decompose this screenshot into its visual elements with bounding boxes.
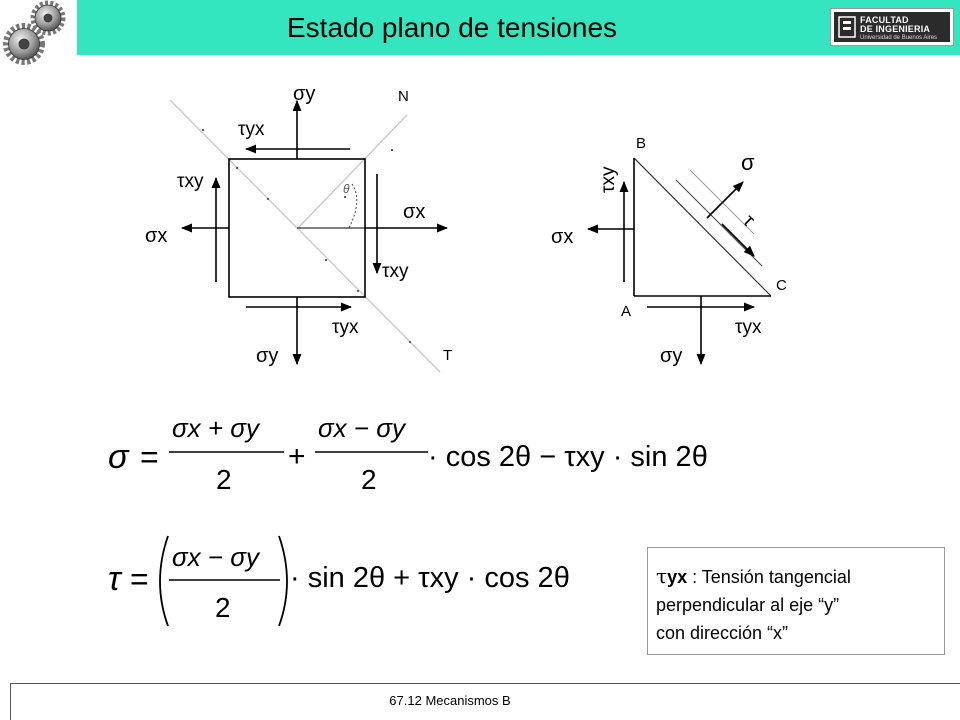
note-line-3: con dirección “x” bbox=[656, 623, 789, 643]
note-subscript: yx bbox=[667, 567, 688, 587]
footer-course-label: 67.12 Mecanismos B bbox=[389, 693, 511, 708]
eq1-equals: = bbox=[140, 439, 159, 475]
definition-note bbox=[647, 547, 945, 655]
note-tau-symbol: τ bbox=[656, 564, 668, 588]
tau-xy-right-label: τxy bbox=[382, 261, 409, 282]
stress-element-diagram bbox=[145, 83, 452, 372]
theta-label: θ bbox=[343, 182, 350, 196]
note-line-1-text: : Tensión tangencial bbox=[687, 567, 851, 587]
equation-normal-stress bbox=[108, 413, 708, 495]
sigma-x-right-label: σx bbox=[403, 201, 426, 223]
sigma-y-label: σy bbox=[660, 345, 683, 367]
tau-yx-top-label: τyx bbox=[238, 119, 265, 140]
eq1-denominator-1: 2 bbox=[216, 464, 232, 495]
tau-xy-label: τxy bbox=[598, 166, 619, 193]
note-line-2: perpendicular al eje “y” bbox=[656, 595, 840, 615]
footer-divider bbox=[10, 683, 960, 684]
triangle-element-diagram bbox=[551, 135, 787, 367]
page-title: Estado plano de tensiones bbox=[286, 12, 618, 43]
tau-xy-left-label: τxy bbox=[177, 171, 204, 192]
logo-line-3: Universidad de Buenos Aires bbox=[860, 35, 938, 41]
point-c-label: C bbox=[776, 277, 787, 294]
n-axis-label: N bbox=[398, 88, 409, 105]
tau-yx-label: τyx bbox=[735, 317, 762, 338]
note-line-1 bbox=[656, 562, 944, 591]
sigma-x-label: σx bbox=[551, 226, 574, 248]
tau-yx-bottom-label: τyx bbox=[332, 317, 359, 338]
eq1-denominator-2: 2 bbox=[361, 464, 377, 495]
t-axis-label: T bbox=[443, 347, 453, 364]
eq2-equals: = bbox=[130, 561, 149, 597]
eq1-tail: · cos 2θ − τxy · sin 2θ bbox=[428, 441, 708, 473]
eq1-numerator-2: σx − σy bbox=[318, 413, 405, 443]
eq2-denominator: 2 bbox=[215, 592, 231, 623]
eq1-plus: + bbox=[288, 440, 306, 473]
sigma-y-top-label: σy bbox=[293, 83, 316, 105]
sigma-y-bottom-label: σy bbox=[256, 345, 279, 367]
sigma-x-left-label: σx bbox=[145, 225, 168, 247]
eq1-numerator-1: σx + σy bbox=[172, 413, 259, 443]
equation-shear-stress bbox=[108, 536, 570, 626]
point-b-label: B bbox=[636, 135, 647, 152]
eq1-lhs: σ bbox=[108, 438, 129, 476]
point-a-label: A bbox=[621, 303, 632, 320]
eq2-lhs: τ bbox=[108, 560, 121, 598]
eq2-numerator: σx − σy bbox=[172, 542, 259, 572]
eq2-tail: · sin 2θ + τxy · cos 2θ bbox=[290, 562, 570, 594]
tau-label: τ bbox=[738, 210, 759, 231]
sigma-label: σ bbox=[741, 150, 755, 175]
logo-line-2: DE INGENIERIA bbox=[860, 24, 931, 34]
logo-line-1: FACULTAD bbox=[860, 15, 909, 25]
